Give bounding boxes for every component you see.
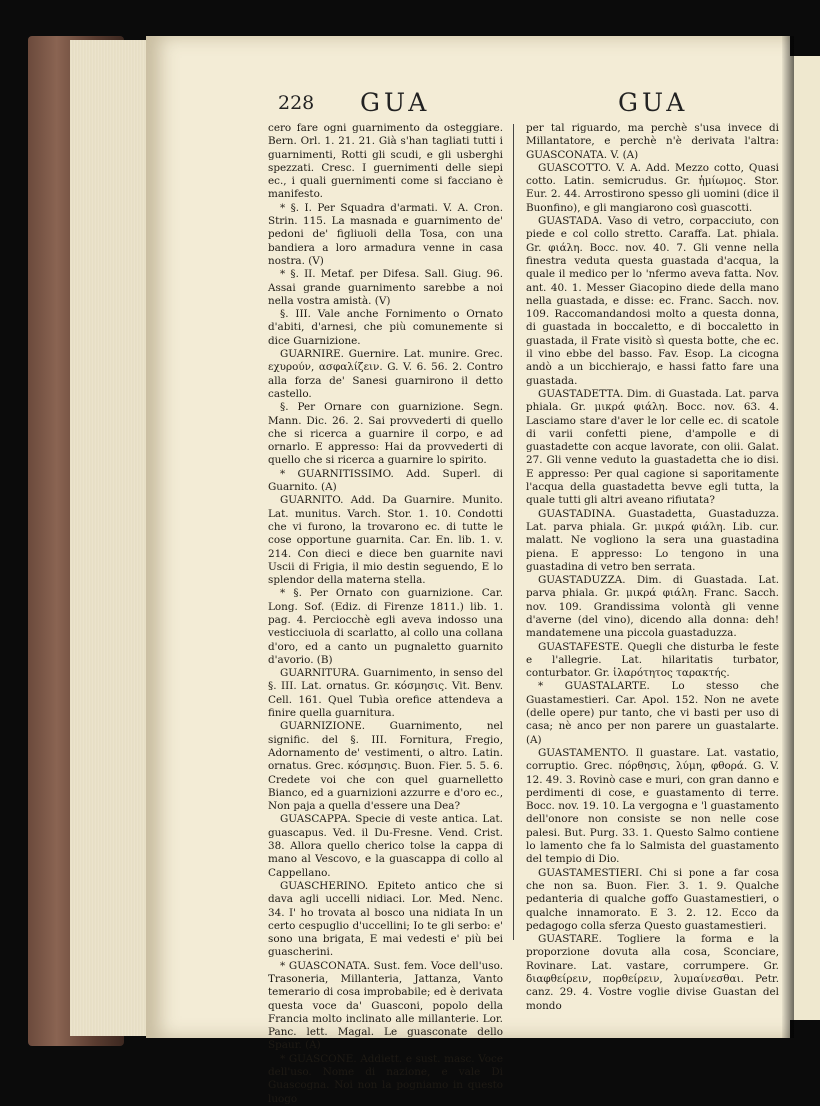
entry-paragraph: per tal riguardo, ma perchè s'usa invece di Millantatore, e perchè n'è derivata l'altra: GUASCONATA. V. (A) xyxy=(526,122,779,161)
running-head-right: GUA xyxy=(618,88,689,117)
entry-paragraph: GUARNITURA. Guarnimento, in senso del §. III. Lat. ornatus. Gr. κόσμησις. Vit. Benv. Cell. 161. Quel Tubìa orefice attendeva a finire quella guarnitura. xyxy=(268,667,503,720)
page-number: 228 xyxy=(278,92,315,114)
entry-paragraph: GUARNIRE. Guernire. Lat. munire. Grec. εχυρούν, ασφαλίζειν. G. V. 6. 56. 2. Contro alla forza de' Sanesi guarnirono il detto castello. xyxy=(268,348,503,400)
entry-paragraph: GUASTADINA. Guastadetta, Guastaduzza. Lat. parva phiala. Gr. μικρά φιάλη. Lib. cur. malatt. Ne vogliono la sera una guastadina piena. E appresso: Lo tengono in una guastadina di vetro ben serrata. xyxy=(526,507,779,573)
entry-paragraph: GUASTADUZZA. Dim. di Guastada. Lat. parva phiala. Gr. μικρά φιάλη. Franc. Sacch. nov. 109. Grandissima volontà gli venne d'averne (del vino), dicendo alla donna: deh! mandatemene una piccola guastaduzza. xyxy=(526,574,779,640)
entry-paragraph: §. Per Ornare con guarnizione. Segn. Mann. Dic. 26. 2. Sai provvederti di quello che si ricerca a guarnire il corpo, e ad ornarlo. E appresso: Hai da provvederti di quello che si ricerca a guarnire lo spirito. xyxy=(268,401,503,467)
entry-paragraph: cero fare ogni guarnimento da osteggiare. Bern. Orl. 1. 21. 21. Già s'han tagliati tutti i guarnimenti, Rotti gli scudi, e gli usberghi spezzati. Cresc. I guernimenti delle siepi ec., i quali guernimenti come si facciano è manifesto. xyxy=(268,122,503,201)
right-column xyxy=(526,122,779,1013)
gutter-shadow xyxy=(782,36,794,1038)
entry-paragraph: * §. Per Ornato con guarnizione. Car. Long. Sof. (Ediz. di Firenze 1811.) lib. 1. pag. 4. Perciocchè egli aveva indosso una vesticciuola di scarlatto, al collo una collana d'oro, ed a canto un pugnaletto guarnito d'avorio. (B) xyxy=(268,587,503,666)
entry-paragraph: GUASTADETTA. Dim. di Guastada. Lat. parva phiala. Gr. μικρά φιάλη. Bocc. nov. 63. 4. Lasciamo stare d'aver le lor celle ec. di scatole di varii confetti piene, d'ampolle e di guastadette con acque lavorate, con olii. Galat. 27. Gli venne veduto la guastadetta che io disi. E appresso: Per qual cagione si saporitamente l'acqua della guastadetta bevve egli tutta, la quale tutti gli altri aveano rifiutata? xyxy=(526,387,779,507)
entry-paragraph: * GUASTALARTE. Lo stesso che Guastamestieri. Car. Apol. 152. Non ne avete (delle opere) pur tanto, che vi basti per uso di casa; nè anco per non parere un guastalarte. (A) xyxy=(526,680,779,746)
entry-paragraph: * GUASCONATA. Sust. fem. Voce dell'uso. Trasoneria, Millanteria, Jattanza, Vanto temerario di cosa improbabile; ed è derivata questa voce da' Guasconi, popolo della Francia molto inclinato alle millanterie. Lor. Panc. lett. Magal. Le guasconate dello Spaur. (A) xyxy=(268,959,503,1052)
page-edges xyxy=(70,40,148,1036)
running-head-left: GUA xyxy=(360,88,431,117)
left-column xyxy=(268,122,503,1106)
facing-page xyxy=(790,56,820,1020)
entry-paragraph: GUARNIZIONE. Guarnimento, nel signific. del §. III. Fornitura, Fregio, Adornamento de' vestimenti, o altro. Latin. ornatus. Grec. κόσμησις. Buon. Fier. 5. 5. 6. Credete voi che con quel guarnelletto Bianco, ed a guarnizioni azzurre e d'oro ec., Non paja a quella d'essere una Dea? xyxy=(268,720,503,813)
entry-paragraph: §. III. Vale anche Fornimento o Ornato d'abiti, d'arnesi, che più comunemente si dice Guarnizione. xyxy=(268,308,503,347)
entry-paragraph: GUASCAPPA. Specie di veste antica. Lat. guascapus. Ved. il Du-Fresne. Vend. Crist. 38. Allora quello cherico tolse la cappa di mano al Vescovo, e la guascappa di collo al Cappellano. xyxy=(268,813,503,879)
entry-paragraph: GUASTADA. Vaso di vetro, corpacciuto, con piede e col collo stretto. Caraffa. Lat. phiala. Gr. φιάλη. Bocc. nov. 40. 7. Gli venne nella finestra veduta questa guastada d'acqua, la quale il medico per lo 'nfermo aveva fatta. Nov. ant. 40. 1. Messer Giacopino diede della mano nella guastada, e disse: ec. Franc. Sacch. nov. 109. Raccomandandosi molto a questa donna, di guastada in boccaletto, e di boccaletto in guastada, il Frate visitò sì questa botte, che ec. il vino ebbe del basso. Fav. Esop. La cicogna andò a un bicchierajo, e hassi fatto fare una guastada. xyxy=(526,215,779,387)
entry-paragraph: GUASCOTTO. V. A. Add. Mezzo cotto, Quasi cotto. Latin. semicrudus. Gr. ἡμίωμος. Stor. Eur. 2. 44. Arrostirono spesso gli uomini (dice il Buonfino), e gli mangiarono così guascotti. xyxy=(526,161,779,214)
entry-paragraph: * §. II. Metaf. per Difesa. Sall. Giug. 96. Assai grande guarnimento sarebbe a noi nella vostra amistà. (V) xyxy=(268,268,503,307)
entry-paragraph: GUASTAMENTO. Il guastare. Lat. vastatio, corruptio. Grec. πόρθησις, λύμη, φθορά. G. V. 12. 49. 3. Rovinò case e muri, con gran danno e perdimenti di cose, e guastamento di terre. Bocc. nov. 19. 10. La vergogna e 'l guastamento dell'onore non consiste se non nelle cose palesi. But. Purg. 33. 1. Questo Salmo contiene lo lamento che fa lo Salmista del guastamento del tempio di Dio. xyxy=(526,746,779,866)
entry-paragraph: GUARNITO. Add. Da Guarnire. Munito. Lat. munitus. Varch. Stor. 1. 10. Condotti che vi furono, la trovarono ec. di tutte le cose opportune guarnita. Car. En. lib. 1. v. 214. Con dieci e diece ben guarnite navi Uscii di Frigia, il mio destin seguendo, E lo splendor della materna stella. xyxy=(268,494,503,587)
entry-paragraph: * GUARNITISSIMO. Add. Superl. di Guarnito. (A) xyxy=(268,467,503,494)
column-divider xyxy=(513,124,514,940)
entry-paragraph: GUASTARE. Togliere la forma e la proporzione dovuta alla cosa, Sconciare, Rovinare. Lat. vastare, corrumpere. Gr. διαφθείρειν, πορθείρειν, λυμαίνεσθαι. Petr. canz. 29. 4. Vostre voglie divise Guastan del mondo xyxy=(526,933,779,1012)
entry-paragraph: * §. I. Per Squadra d'armati. V. A. Cron. Strin. 115. La masnada e guarnimento de' pedoni de' figliuoli della Tosa, con una bandiera a loro armadura venne in casa nostra. (V) xyxy=(268,201,503,267)
entry-paragraph: GUASTAMESTIERI. Chi si pone a far cosa che non sa. Buon. Fier. 3. 1. 9. Qualche pedanteria di qualche goffo Guastamestieri, o qualche innamorato. E 3. 2. 12. Ecco da pedagogo colla sferza Questo guastamestieri. xyxy=(526,866,779,932)
entry-paragraph: * GUASCONE. Addiett. e sust. masc. Voce dell'uso. Nome di nazione, e vale Di Guascogna. Noi non la pogniamo in questo luogo xyxy=(268,1052,503,1105)
entry-paragraph: GUASCHERINO. Epiteto antico che si dava agli uccelli nidiaci. Lor. Med. Nenc. 34. I' ho trovata al bosco una nidiata In un certo cespuglio d'uccellini; Io te gli serbo: e' sono una brigata, E mai vedesti e' più bei guascherini. xyxy=(268,879,503,959)
entry-paragraph: GUASTAFESTE. Quegli che disturba le feste e l'allegrie. Lat. hilaritatis turbator, conturbator. Gr. ἱλαρότητος ταρακτής. xyxy=(526,640,779,680)
